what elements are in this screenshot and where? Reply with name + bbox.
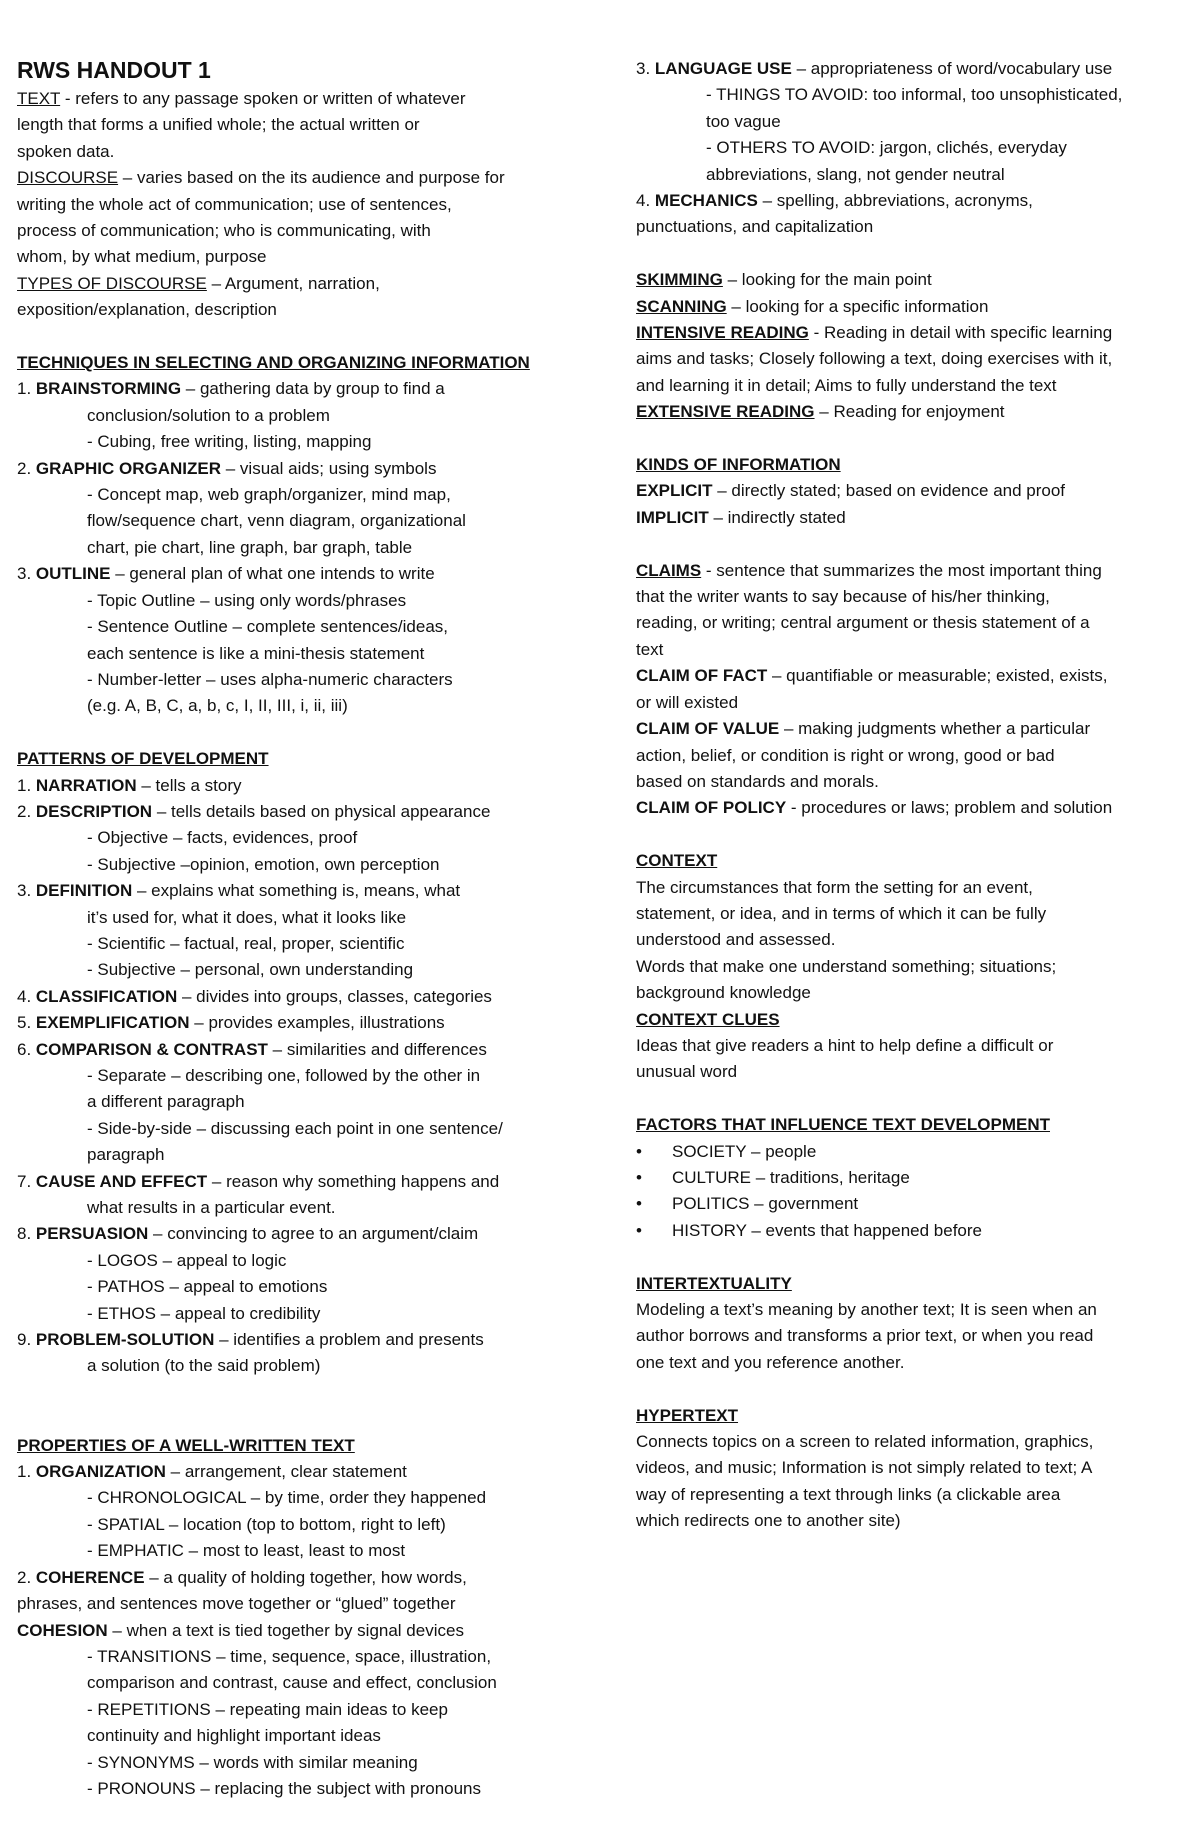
hypertext-text: which redirects one to another site) [636,1511,901,1531]
technique-sub-item: - Cubing, free writing, listing, mapping [87,432,372,452]
pattern-sub-item: - Separate – describing one, followed by the other in [87,1066,481,1085]
intertextuality-text: Modeling a text’s meaning by another text; It is seen when an [636,1300,1097,1319]
list-item: • POLITICS – government [636,1191,1196,1217]
context-clues-text: Ideas that give readers a hint to help define a difficult or [636,1035,1054,1055]
intertextuality-text: one text and you reference another. [636,1352,905,1372]
hypertext-text: way of representing a text through links (a clickable area [636,1484,1061,1504]
claim-of-value-cont: based on standards and morals. [636,771,879,791]
discourse-definition-cont: whom, by what medium, purpose [17,247,267,267]
technique-sub-item: chart, pie chart, line graph, bar graph, table [87,537,413,557]
kinds-explicit: EXPLICIT – directly stated; based on evidence and proof [636,481,1066,501]
technique-sub-item: - Concept map, web graph/organizer, mind map, [87,485,451,505]
pattern-sub-item: - Subjective –opinion, emotion, own perception [87,854,440,874]
context-text: Words that make one understand something; situations; [636,956,1057,976]
hypertext-text: videos, and music; Information is not simply related to text; A [636,1458,1093,1478]
pattern-item: 8. PERSUASION – convincing to agree to an argument/claim [17,1224,479,1244]
kinds-implicit: IMPLICIT – indirectly stated [636,507,846,527]
property-sub-item: comparison and contrast, cause and effect, conclusion [87,1673,497,1693]
technique-sub-item: flow/sequence chart, venn diagram, organizational [87,511,466,531]
right-column [636,56,1196,1535]
pattern-item: 7. CAUSE AND EFFECT – reason why something happens and [17,1171,500,1191]
claims-definition-cont: text [636,639,664,659]
technique-item: 3. OUTLINE – general plan of what one intends to write [17,564,435,584]
property-item: 2. COHERENCE – a quality of holding together, how words, [17,1567,467,1587]
text-definition: TEXT - refers to any passage spoken or written of whatever [17,89,466,108]
property-sub-item: - OTHERS TO AVOID: jargon, clichés, everyday [706,138,1067,158]
context-clues-text: unusual word [636,1062,738,1082]
text-definition-cont: spoken data. [17,141,115,161]
pattern-item: 5. EXEMPLIFICATION – provides examples, illustrations [17,1013,445,1033]
types-of-discourse: TYPES OF DISCOURSE – Argument, narration, [17,273,380,293]
context-text: background knowledge [636,983,811,1003]
claim-of-fact: CLAIM OF FACT – quantifiable or measurable; existed, exists, [636,666,1108,686]
pattern-sub-item: - Scientific – factual, real, proper, scientific [87,933,405,953]
context-clues-heading: CONTEXT CLUES [636,1009,780,1029]
property-sub-item: too vague [706,111,781,131]
claim-of-fact-cont: or will existed [636,692,739,712]
list-item: • HISTORY – events that happened before [636,1218,1196,1244]
pattern-sub-item: - PATHOS – appeal to emotions [87,1277,328,1297]
property-sub-item: - TRANSITIONS – time, sequence, space, illustration, [87,1646,492,1666]
technique-item-cont: conclusion/solution to a problem [87,405,330,425]
context-heading: CONTEXT [636,851,718,871]
pattern-item: 1. NARRATION – tells a story [17,775,242,795]
technique-sub-item: each sentence is like a mini-thesis statement [87,643,425,663]
intertextuality-text: author borrows and transforms a prior text, or when you read [636,1326,1094,1346]
hypertext-heading: HYPERTEXT [636,1405,739,1425]
pattern-sub-item: paragraph [87,1145,165,1165]
claims-definition-cont: reading, or writing; central argument or thesis statement of a [636,613,1090,633]
pattern-sub-item: - ETHOS – appeal to credibility [87,1303,321,1323]
pattern-item-cont: a solution (to the said problem) [87,1356,321,1376]
claim-of-value-cont: action, belief, or condition is right or wrong, good or bad [636,745,1055,765]
properties-heading: PROPERTIES OF A WELL-WRITTEN TEXT [17,1435,355,1455]
pattern-item: 2. DESCRIPTION – tells details based on physical appearance [17,801,491,821]
property-sub-item: - EMPHATIC – most to least, least to most [87,1541,406,1561]
property-sub-item: - SYNONYMS – words with similar meaning [87,1752,418,1772]
reading-scanning: SCANNING – looking for a specific information [636,296,989,316]
context-text: statement, or idea, and in terms of which it can be fully [636,903,1047,923]
property-item: 1. ORGANIZATION – arrangement, clear statement [17,1462,407,1482]
text-definition-cont: length that forms a unified whole; the actual written or [17,115,420,135]
left-column [17,56,582,1802]
pattern-item: 9. PROBLEM-SOLUTION – identifies a problem and presents [17,1330,484,1350]
patterns-heading: PATTERNS OF DEVELOPMENT [17,749,269,769]
property-sub-item: - THINGS TO AVOID: too informal, too unsophisticated, [706,85,1123,105]
property-sub-item: continuity and highlight important ideas [87,1726,381,1746]
technique-sub-item: - Number-letter – uses alpha-numeric characters [87,669,453,689]
reading-extensive: EXTENSIVE READING – Reading for enjoyment [636,402,1005,422]
pattern-item: 4. CLASSIFICATION – divides into groups, classes, categories [17,986,492,1006]
pattern-item: 3. DEFINITION – explains what something is, means, what [17,881,461,901]
factors-heading: FACTORS THAT INFLUENCE TEXT DEVELOPMENT [636,1115,1050,1135]
pattern-sub-item: - Objective – facts, evidences, proof [87,828,358,848]
list-item: • SOCIETY – people [636,1139,1196,1165]
pattern-sub-item: - LOGOS – appeal to logic [87,1250,287,1270]
technique-sub-item: - Sentence Outline – complete sentences/ideas, [87,617,448,637]
kinds-heading: KINDS OF INFORMATION [636,455,841,475]
reading-intensive-cont: aims and tasks; Closely following a text, doing exercises with it, [636,349,1113,369]
property-sub-item: - PRONOUNS – replacing the subject with pronouns [87,1778,482,1798]
property-sub-item: - SPATIAL – location (top to bottom, right to left) [87,1514,446,1534]
document-title: RWS HANDOUT 1 [17,57,211,83]
list-item: • CULTURE – traditions, heritage [636,1165,1196,1191]
property-item-cont: punctuations, and capitalization [636,217,874,237]
property-sub-item: - REPETITIONS – repeating main ideas to keep [87,1699,448,1719]
reading-intensive-cont: and learning it in detail; Aims to fully understand the text [636,375,1057,395]
hypertext-text: Connects topics on a screen to related information, graphics, [636,1432,1094,1452]
property-sub-item: abbreviations, slang, not gender neutral [706,164,1005,184]
discourse-definition: DISCOURSE – varies based on the its audience and purpose for [17,168,505,188]
pattern-sub-item: a different paragraph [87,1092,245,1112]
factors-list [636,1139,1196,1245]
technique-sub-item: - Topic Outline – using only words/phrases [87,590,407,610]
property-sub-item: - CHRONOLOGICAL – by time, order they happened [87,1488,487,1508]
claims-definition: CLAIMS - sentence that summarizes the most important thing [636,560,1102,580]
claims-definition-cont: that the writer wants to say because of his/her thinking, [636,587,1050,607]
discourse-definition-cont: process of communication; who is communicating, with [17,221,431,241]
intertextuality-heading: INTERTEXTUALITY [636,1273,792,1293]
pattern-sub-item: - Side-by-side – discussing each point in one sentence/ [87,1118,503,1138]
reading-intensive: INTENSIVE READING - Reading in detail with specific learning [636,323,1113,343]
technique-item: 1. BRAINSTORMING – gathering data by group to find a [17,379,445,399]
technique-sub-item: (e.g. A, B, C, a, b, c, I, II, III, i, ii, iii) [87,696,348,716]
reading-skimming: SKIMMING – looking for the main point [636,270,932,290]
context-text: understood and assessed. [636,930,836,950]
property-item-cont: phrases, and sentences move together or “glued” together [17,1594,456,1614]
property-item: 3. LANGUAGE USE – appropriateness of word/vocabulary use [636,59,1113,78]
claim-of-policy: CLAIM OF POLICY - procedures or laws; problem and solution [636,798,1113,818]
types-of-discourse-cont: exposition/explanation, description [17,300,277,320]
pattern-item-cont: what results in a particular event. [87,1198,336,1218]
pattern-item-cont: it’s used for, what it does, what it looks like [87,907,407,927]
property-item: 4. MECHANICS – spelling, abbreviations, acronyms, [636,191,1033,211]
pattern-item: 6. COMPARISON & CONTRAST – similarities and differences [17,1039,487,1059]
context-text: The circumstances that form the setting for an event, [636,877,1033,897]
claim-of-value: CLAIM OF VALUE – making judgments whether a particular [636,719,1091,739]
pattern-sub-item: - Subjective – personal, own understanding [87,960,414,980]
property-item: COHESION – when a text is tied together by signal devices [17,1620,464,1640]
technique-item: 2. GRAPHIC ORGANIZER – visual aids; using symbols [17,458,437,478]
techniques-heading: TECHNIQUES IN SELECTING AND ORGANIZING INFORMATION [17,353,530,373]
discourse-definition-cont: writing the whole act of communication; use of sentences, [17,194,452,214]
